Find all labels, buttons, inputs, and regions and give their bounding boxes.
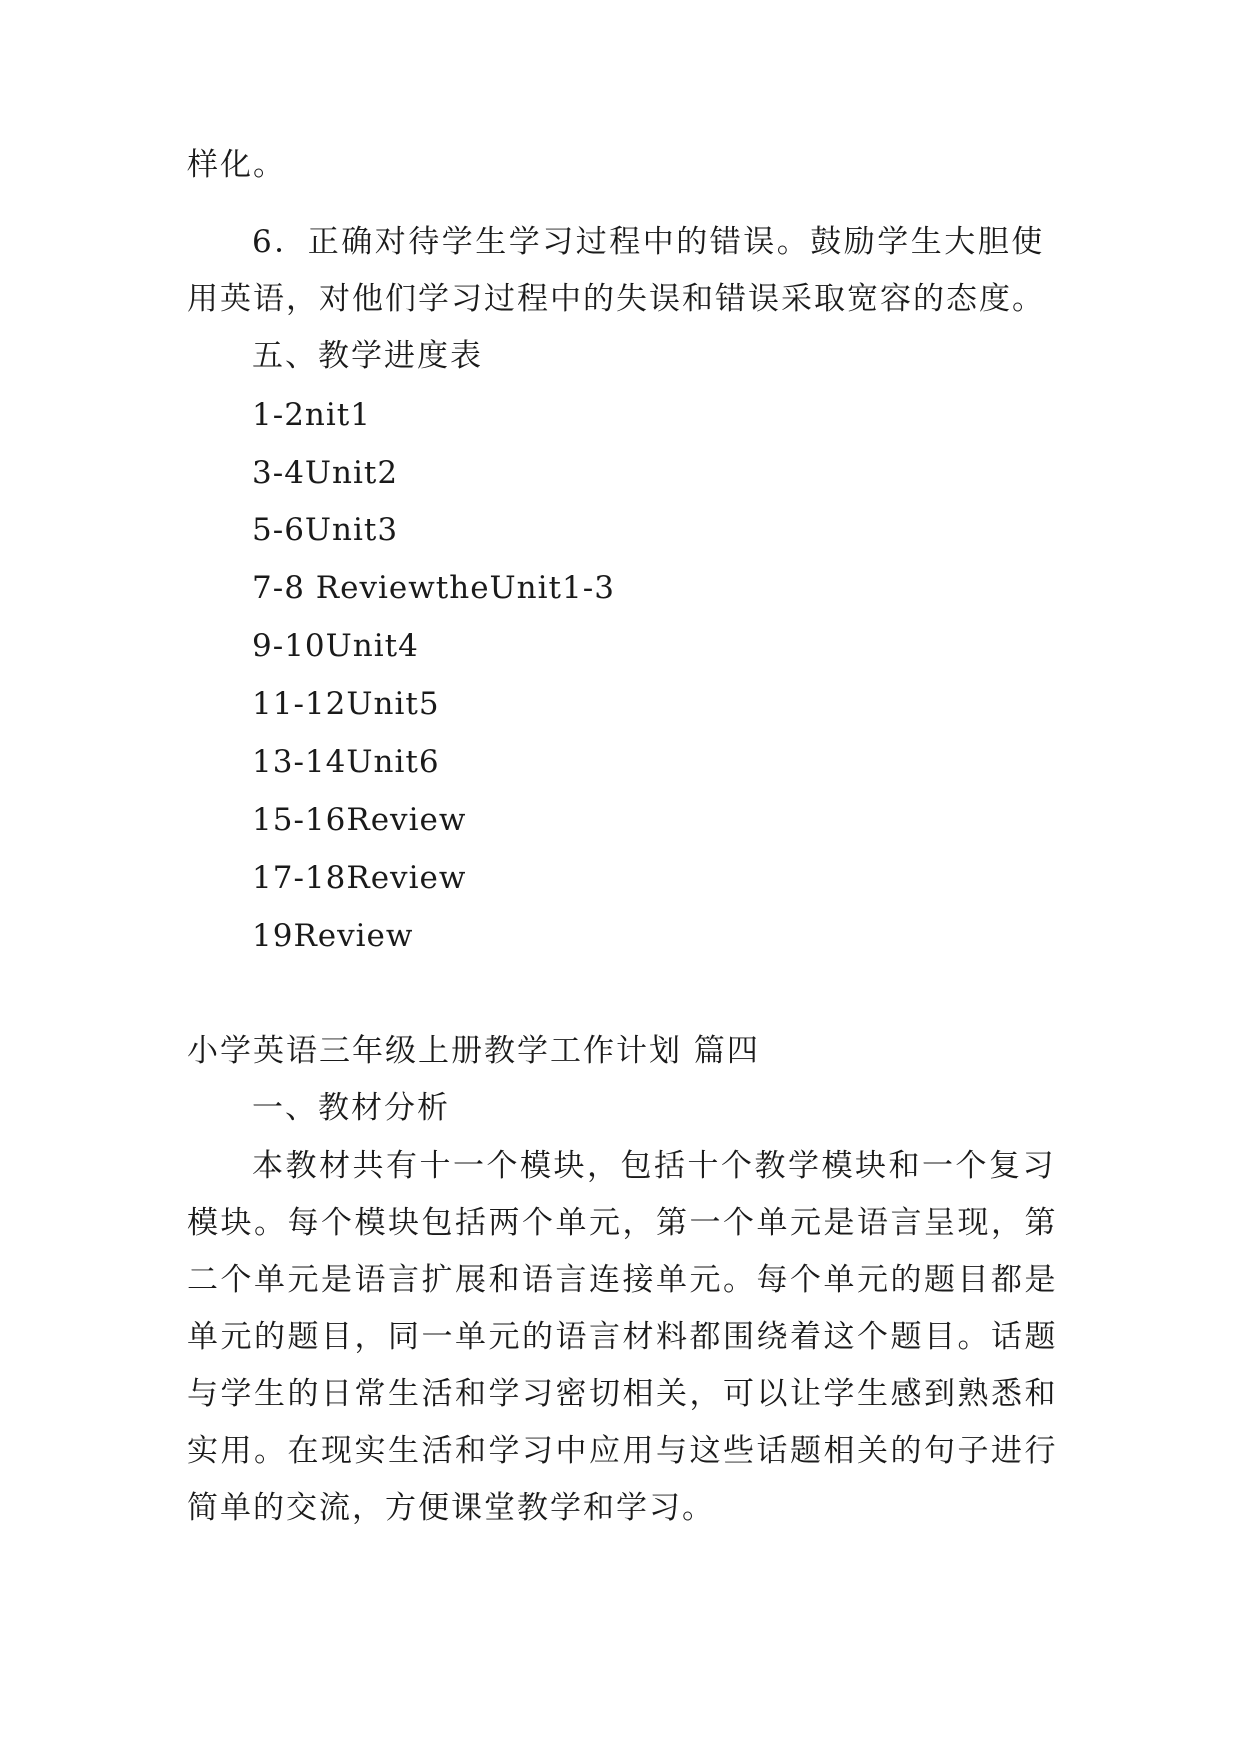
paragraph-line: 单元的题目，同一单元的语言材料都围绕着这个题目。话题 bbox=[187, 1319, 1058, 1355]
schedule-item: 3-4Unit2 bbox=[252, 455, 399, 491]
schedule-item: 15-16Review bbox=[252, 802, 467, 838]
schedule-item: 5-6Unit3 bbox=[252, 512, 399, 548]
paragraph-line: 与学生的日常生活和学习密切相关，可以让学生感到熟悉和 bbox=[187, 1376, 1058, 1412]
paragraph-line: 二个单元是语言扩展和语言连接单元。每个单元的题目都是 bbox=[187, 1262, 1058, 1298]
paragraph-line: 实用。在现实生活和学习中应用与这些话题相关的句子进行 bbox=[187, 1433, 1058, 1469]
paragraph-line: 本教材共有十一个模块，包括十个教学模块和一个复习 bbox=[252, 1148, 1056, 1184]
schedule-item: 1-2nit1 bbox=[252, 397, 371, 433]
section1-heading: 一、教材分析 bbox=[252, 1090, 450, 1126]
item6-line2: 用英语，对他们学习过程中的失误和错误采取宽容的态度。 bbox=[187, 281, 1045, 317]
section5-heading: 五、教学进度表 bbox=[252, 338, 483, 374]
schedule-item: 19Review bbox=[252, 918, 414, 954]
schedule-item: 11-12Unit5 bbox=[252, 686, 440, 722]
schedule-item: 9-10Unit4 bbox=[252, 628, 419, 664]
schedule-item: 13-14Unit6 bbox=[252, 744, 440, 780]
schedule-item: 17-18Review bbox=[252, 860, 467, 896]
paragraph-line: 简单的交流，方便课堂教学和学习。 bbox=[187, 1490, 715, 1526]
paragraph-line: 模块。每个模块包括两个单元，第一个单元是语言呈现，第 bbox=[187, 1205, 1058, 1241]
item6-line1: 6．正确对待学生学习过程中的错误。鼓励学生大胆使 bbox=[252, 224, 1045, 260]
schedule-item: 7-8 ReviewtheUnit1-3 bbox=[252, 570, 615, 606]
part4-title: 小学英语三年级上册教学工作计划 篇四 bbox=[187, 1033, 760, 1069]
continuation-line: 样化。 bbox=[187, 147, 286, 183]
